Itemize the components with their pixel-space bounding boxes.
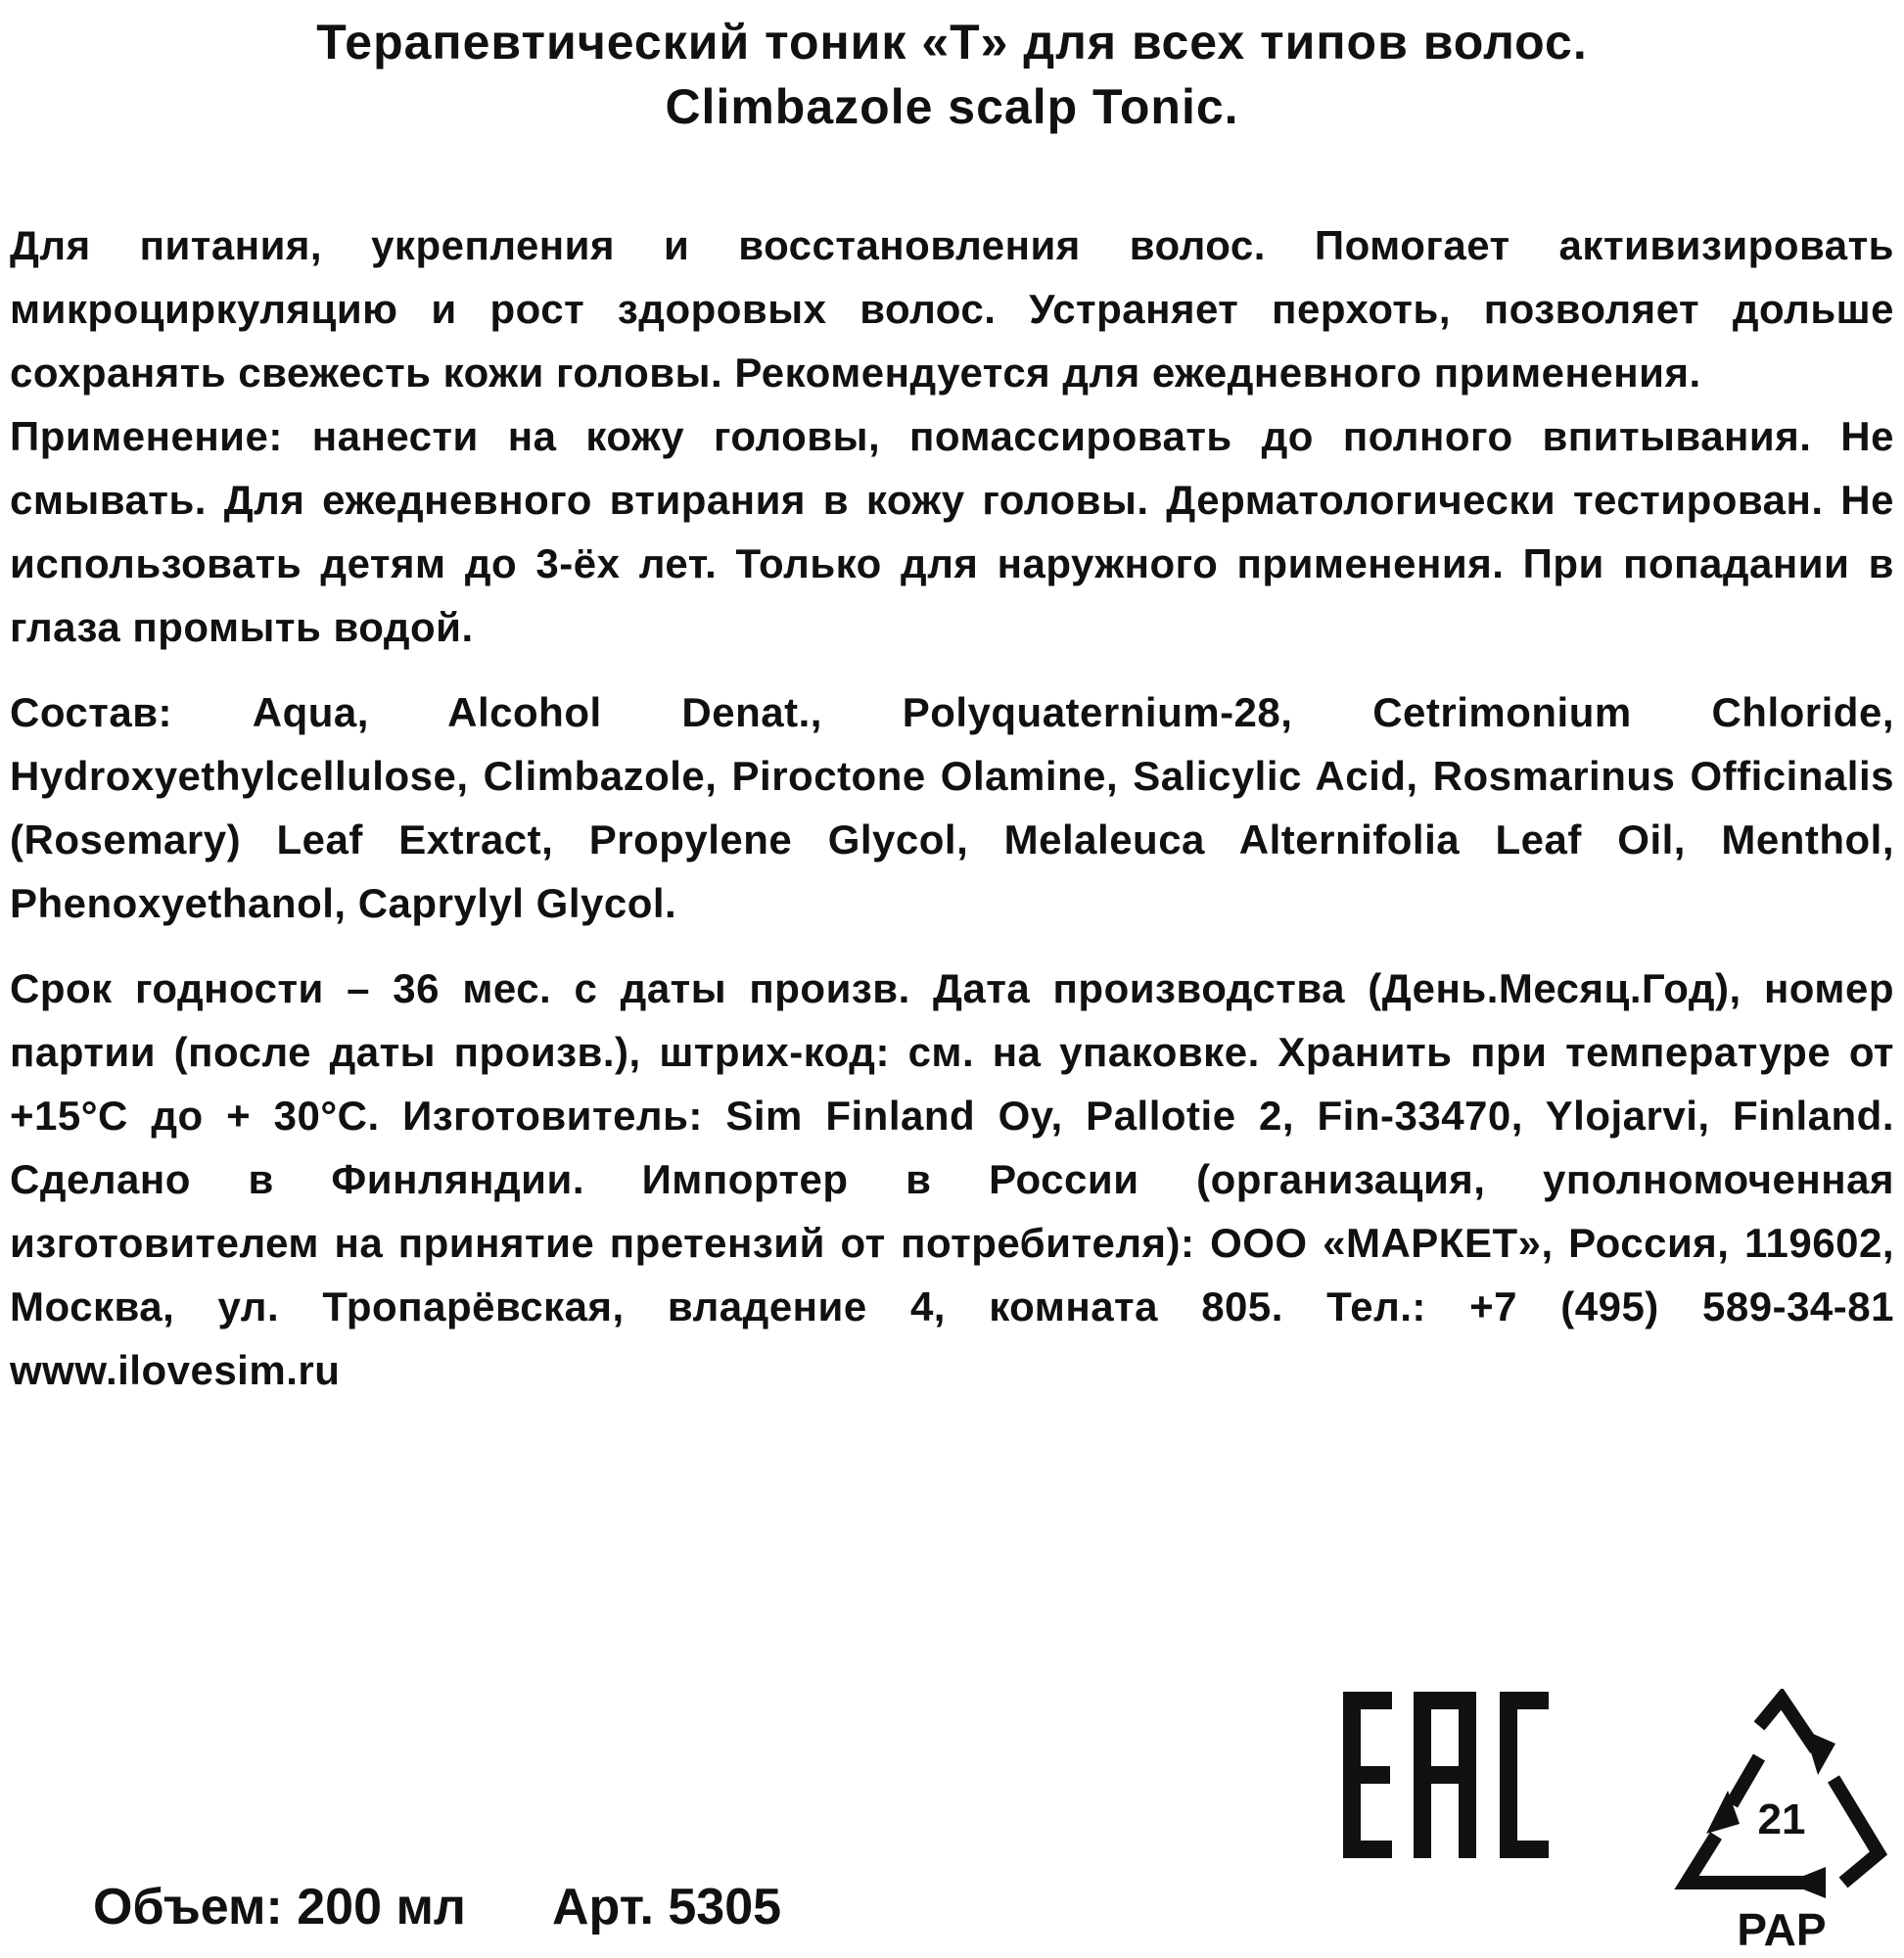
title-russian: Терапевтический тоник «Т» для всех типов волос. [316,15,1588,70]
footer-line [93,1878,781,1936]
volume-text: Объем: 200 мл [93,1879,466,1935]
title-english: Climbazole scalp Tonic. [665,79,1239,134]
recycle-symbol-icon [1669,1689,1894,1958]
shelf-life-paragraph: Срок годности – 36 мес. с даты произв. Дата производства (День.Месяц.Год), номер партии (после даты произв.), штрих-код: см. на упаковке. Хранить при температуре от +15°С до + 30°С. Изготовитель: Sim Finland Oy, Pallotie 2, Fin-33470, Ylojarvi, Finland. Сделано в Финляндии. Импортер в России (организация, уполномоченная изготовителем на принятие претензий от потребителя): ООО «МАРКЕТ», Россия, 119602, Москва, ул. Тропарёвская, владение 4, комната 805. Тел.: +7 (495) 589-34-81 www.ilovesim.ru [10,965,1894,1393]
usage-paragraph: Применение: нанести на кожу головы, помассировать до полного впитывания. Не смывать. Для ежедневного втирания в кожу головы. Дерматологически тестирован. Не использовать детям до 3-ёх лет. Только для наружного применения. При попадании в глаза промыть водой. [10,413,1894,650]
description-paragraph: Для питания, укрепления и восстановления волос. Помогает активизировать микроциркуляцию и рост здоровых волос. Устраняет перхоть, позволяет дольше сохранять свежесть кожи головы. Рекомендуется для ежедневного применения. [10,222,1894,396]
label-title [0,10,1904,139]
article-number: Арт. 5305 [551,1879,782,1935]
recycle-code: PAP [1737,1904,1827,1955]
recycle-number: 21 [1757,1795,1806,1843]
label-body [10,213,1894,1402]
eac-mark-icon [1343,1692,1549,1858]
composition-paragraph: Состав: Aqua, Alcohol Denat., Polyquaternium-28, Cetrimonium Chloride, Hydroxyethylcellulose, Climbazole, Piroctone Olamine, Salicylic Acid, Rosmarinus Officinalis (Rosemary) Leaf Extract, Propylene Glycol, Melaleuca Alternifolia Leaf Oil, Menthol, Phenoxyethanol, Caprylyl Glycol. [10,689,1894,926]
